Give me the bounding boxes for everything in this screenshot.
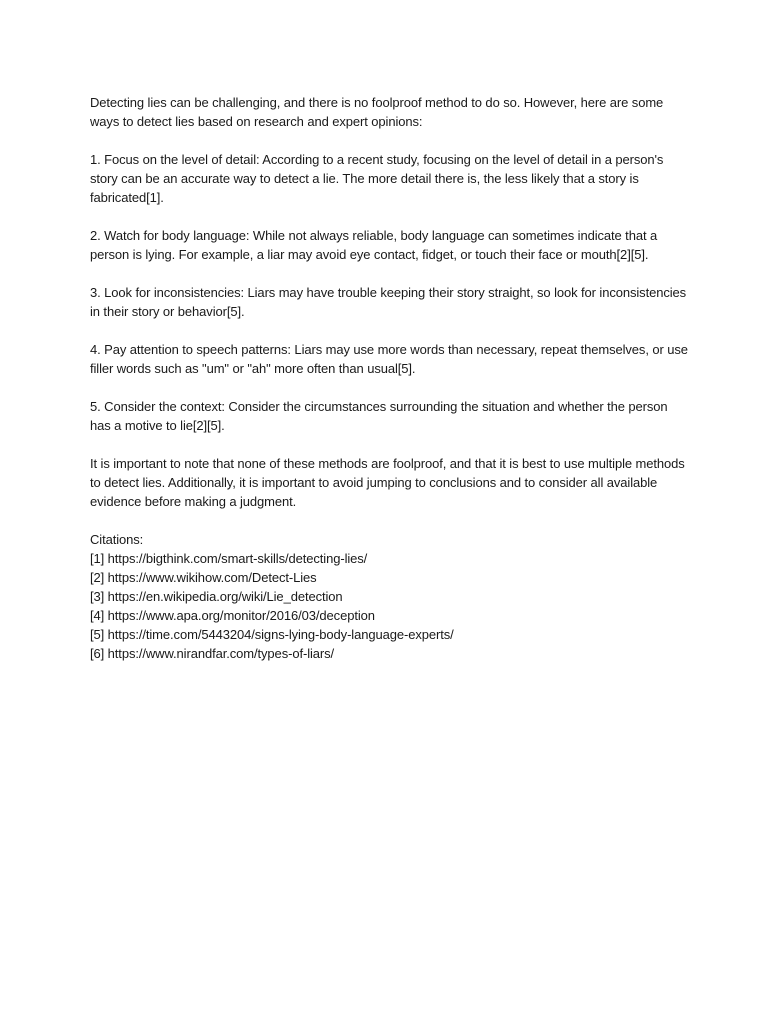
citation-item: [5] https://time.com/5443204/signs-lying-body-language-experts/	[90, 627, 454, 642]
document-body	[90, 93, 690, 663]
citations-list	[90, 549, 690, 663]
intro-paragraph: Detecting lies can be challenging, and there is no foolproof method to do so. However, here are some ways to detect lies based on research and expert opinions:	[90, 95, 664, 129]
citations-section	[90, 530, 690, 663]
citation-item: [1] https://bigthink.com/smart-skills/detecting-lies/	[90, 551, 368, 566]
point-2-paragraph: 2. Watch for body language: While not always reliable, body language can sometimes indicate that a person is lying. For example, a liar may avoid eye contact, fidget, or touch their face or mouth[2][5].	[90, 228, 658, 262]
point-3-paragraph: 3. Look for inconsistencies: Liars may have trouble keeping their story straight, so look for inconsistencies in their story or behavior[5].	[90, 285, 687, 319]
point-1-paragraph: 1. Focus on the level of detail: According to a recent study, focusing on the level of detail in a person's story can be an accurate way to detect a lie. The more detail there is, the less likely that a story is fabricated[1].	[90, 152, 664, 205]
point-4-paragraph: 4. Pay attention to speech patterns: Liars may use more words than necessary, repeat themselves, or use filler words such as "um" or "ah" more often than usual[5].	[90, 342, 688, 376]
citations-heading: Citations:	[90, 532, 144, 547]
citation-item: [2] https://www.wikihow.com/Detect-Lies	[90, 570, 317, 585]
citation-item: [3] https://en.wikipedia.org/wiki/Lie_detection	[90, 589, 343, 604]
citation-item: [6] https://www.nirandfar.com/types-of-liars/	[90, 646, 335, 661]
citation-item: [4] https://www.apa.org/monitor/2016/03/deception	[90, 608, 375, 623]
conclusion-paragraph: It is important to note that none of these methods are foolproof, and that it is best to use multiple methods to detect lies. Additionally, it is important to avoid jumping to conclusions and to consider all available evidence before making a judgment.	[90, 456, 685, 509]
point-5-paragraph: 5. Consider the context: Consider the circumstances surrounding the situation and whether the person has a motive to lie[2][5].	[90, 399, 668, 433]
